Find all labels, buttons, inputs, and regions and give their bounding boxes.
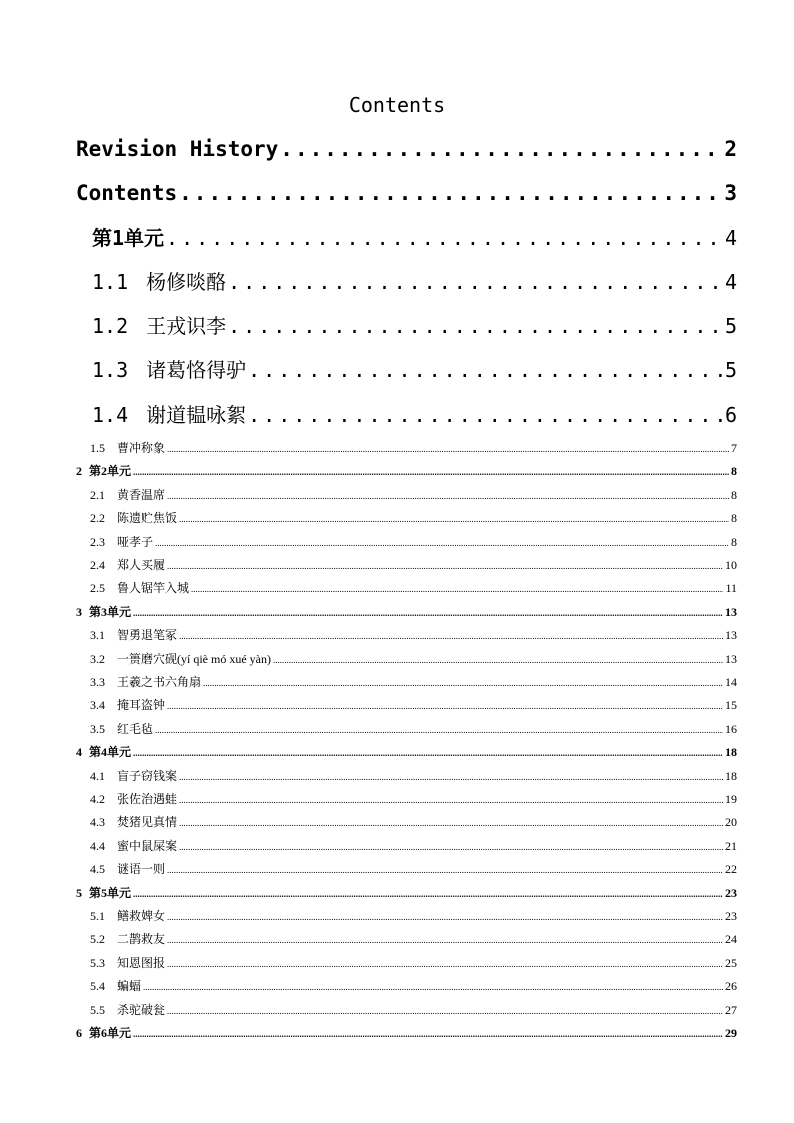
toc-entry-number: 5.3 — [90, 956, 105, 970]
toc-entry-unit[interactable] — [76, 463, 737, 479]
toc-entry-number: 4.4 — [90, 839, 105, 853]
toc-entry-page: 19 — [725, 792, 737, 806]
toc-entry-page: 18 — [725, 769, 737, 783]
toc-leader-dots — [179, 511, 729, 527]
toc-entry-page: 5 — [724, 314, 737, 338]
toc-entry-section[interactable] — [90, 768, 737, 784]
toc-entry-label: 黄香温席 — [117, 488, 166, 502]
toc-entry-label: 谜语一则 — [117, 862, 166, 876]
toc-entry-number: 3.1 — [90, 628, 105, 642]
toc-entry-page: 23 — [725, 886, 737, 900]
toc-leader-dots — [133, 745, 723, 761]
toc-entry-section[interactable] — [90, 978, 737, 994]
toc-entry-section[interactable] — [90, 674, 737, 690]
toc-entry-number: 3.4 — [90, 698, 105, 712]
toc-entry-section[interactable] — [90, 721, 737, 737]
toc-entry-number: 2.3 — [90, 535, 105, 549]
toc-entry-page: 8 — [731, 511, 737, 525]
toc-entry-page: 4 — [724, 270, 737, 294]
toc-leader-dots — [133, 464, 729, 480]
toc-leader-dots — [167, 441, 729, 457]
toc-entry-label: 第3单元 — [89, 605, 132, 619]
toc-entry-number: 1.4 — [92, 403, 129, 427]
toc-entry-page: 25 — [725, 956, 737, 970]
toc-entry-page: 2 — [724, 137, 737, 161]
toc-entry-section[interactable] — [90, 580, 737, 596]
toc-entry-label: 曹冲称象 — [117, 441, 166, 455]
toc-entry-section[interactable] — [90, 791, 737, 807]
toc-leader-dots — [155, 722, 723, 738]
toc-entry-number: 3.3 — [90, 675, 105, 689]
toc-entry-section[interactable] — [90, 557, 737, 573]
toc-entry-number: 6 — [76, 1026, 82, 1040]
toc-entry-section[interactable] — [90, 627, 737, 643]
toc-entry-number: 1.3 — [92, 358, 129, 382]
toc-entry-label: 杀驼破瓮 — [117, 1003, 166, 1017]
toc-entry-1-1[interactable] — [92, 267, 737, 297]
toc-entry-unit[interactable] — [76, 885, 737, 901]
toc-entry-label: Contents — [76, 181, 178, 205]
toc-leader-dots — [133, 886, 723, 902]
toc-entry-label: 杨修啖酪 — [146, 270, 227, 294]
toc-entry-label: 第2单元 — [89, 464, 132, 478]
toc-entry-number: 4.3 — [90, 815, 105, 829]
toc-entry-label: 盲子窃钱案 — [117, 769, 178, 783]
toc-entry-page: 21 — [725, 839, 737, 853]
toc-entry-label: 张佐治遇蛙 — [117, 792, 178, 806]
toc-leader-dots — [248, 355, 723, 385]
toc-entry-page: 14 — [725, 675, 737, 689]
toc-entry-number: 2.5 — [90, 581, 105, 595]
toc-entry-revision-history[interactable] — [76, 134, 737, 164]
toc-entry-number: 4.5 — [90, 862, 105, 876]
toc-entry-section[interactable] — [90, 861, 737, 877]
toc-entry-label: 智勇退笔冢 — [117, 628, 178, 642]
toc-entry-label: 鲁人锯竿入城 — [117, 581, 190, 595]
toc-entry-page: 8 — [731, 535, 737, 549]
toc-leader-dots — [133, 1026, 723, 1042]
toc-leader-dots — [143, 979, 723, 995]
toc-entry-section[interactable] — [90, 487, 737, 503]
toc-entry-section[interactable] — [90, 838, 737, 854]
toc-entry-page: 27 — [725, 1003, 737, 1017]
toc-entry-page: 20 — [725, 815, 737, 829]
toc-entry-section[interactable] — [90, 651, 737, 667]
toc-entry-label: 掩耳盗钟 — [117, 698, 166, 712]
toc-leader-dots — [133, 605, 723, 621]
toc-entry-label: 陈遗贮焦饭 — [117, 511, 178, 525]
toc-entry-page: 23 — [725, 909, 737, 923]
toc-entry-page: 24 — [725, 932, 737, 946]
toc-entry-number: 5.4 — [90, 979, 105, 993]
toc-entry-number: 4.1 — [90, 769, 105, 783]
toc-entry-label: 蝙蝠 — [117, 979, 142, 993]
toc-leader-dots — [179, 839, 723, 855]
toc-entry-number: 2.4 — [90, 558, 105, 572]
toc-entry-label: 蜜中鼠屎案 — [117, 839, 178, 853]
toc-entry-page: 3 — [724, 181, 737, 205]
toc-entry-page: 8 — [731, 464, 737, 478]
toc-leader-dots — [167, 698, 723, 714]
toc-entry-label: 知恩图报 — [117, 956, 166, 970]
toc-entry-number: 3 — [76, 605, 82, 619]
toc-leader-dots — [280, 134, 722, 164]
toc-entry-number: 2.2 — [90, 511, 105, 525]
toc-entry-page: 8 — [731, 488, 737, 502]
toc-entry-page: 4 — [724, 226, 737, 250]
toc-entry-label: 二鹊救友 — [117, 932, 166, 946]
toc-entry-section[interactable] — [90, 931, 737, 947]
toc-entry-number: 1.5 — [90, 441, 105, 455]
toc-entry-label: 王羲之书六角扇 — [117, 675, 202, 689]
toc-entry-section[interactable] — [90, 908, 737, 924]
toc-entry-number: 3.2 — [90, 652, 105, 666]
toc-leader-dots — [191, 581, 723, 597]
toc-entry-section[interactable] — [90, 534, 737, 550]
toc-leader-dots — [228, 311, 723, 341]
toc-entry-unit[interactable] — [76, 744, 737, 760]
toc-leader-dots — [179, 628, 723, 644]
toc-leader-dots — [167, 488, 729, 504]
toc-entry-contents[interactable] — [76, 178, 737, 208]
toc-leader-dots — [179, 178, 722, 208]
toc-entry-page: 7 — [731, 441, 737, 455]
toc-entry-number: 1.1 — [92, 270, 129, 294]
toc-entry-section[interactable] — [90, 955, 737, 971]
toc-leader-dots — [167, 862, 723, 878]
toc-leader-dots — [166, 223, 723, 253]
toc-entry-label: 一篑磨穴砚(yí qiè mó xué yàn) — [117, 652, 271, 666]
toc-leader-dots — [203, 675, 723, 691]
toc-leader-dots — [273, 652, 723, 668]
toc-entry-label: 鳝救婢女 — [117, 909, 166, 923]
toc-leader-dots — [167, 1003, 723, 1019]
toc-entry-label: 第4单元 — [89, 745, 132, 759]
toc-entry-page: 13 — [725, 652, 737, 666]
toc-entry-page: 22 — [725, 862, 737, 876]
toc-entry-section[interactable] — [90, 814, 737, 830]
toc-leader-dots — [248, 400, 723, 430]
toc-leader-dots — [167, 932, 723, 948]
toc-entry-number: 4.2 — [90, 792, 105, 806]
toc-leader-dots — [167, 956, 723, 972]
toc-entry-number: 4 — [76, 745, 82, 759]
toc-entry-number: 2.1 — [90, 488, 105, 502]
toc-entry-label: 第1单元 — [92, 226, 165, 250]
toc-entry-label: 郑人买履 — [117, 558, 166, 572]
toc-entry-number: 3.5 — [90, 722, 105, 736]
toc-entry-number: 1.2 — [92, 314, 129, 338]
toc-entry-label: 哑孝子 — [117, 535, 154, 549]
toc-entry-section[interactable] — [90, 1002, 737, 1018]
toc-entry-page: 18 — [725, 745, 737, 759]
toc-entry-page: 5 — [724, 358, 737, 382]
toc-entry-label: 第5单元 — [89, 886, 132, 900]
toc-entry-page: 16 — [725, 722, 737, 736]
toc-entry-unit[interactable] — [76, 1025, 737, 1041]
toc-entry-1-3[interactable] — [92, 355, 737, 385]
toc-entry-number: 5.2 — [90, 932, 105, 946]
toc-entry-label: 王戎识李 — [146, 314, 227, 338]
toc-entry-label: 诸葛恪得驴 — [146, 358, 247, 382]
toc-entry-page: 10 — [725, 558, 737, 572]
toc-entry-unit-1[interactable] — [92, 223, 737, 253]
toc-leader-dots — [179, 792, 723, 808]
toc-leader-dots — [167, 558, 723, 574]
toc-entry-unit[interactable] — [76, 604, 737, 620]
toc-entry-number: 2 — [76, 464, 82, 478]
toc-entry-page: 13 — [725, 605, 737, 619]
toc-leader-dots — [228, 267, 723, 297]
toc-entry-label: 红毛毡 — [117, 722, 154, 736]
toc-entry-section[interactable] — [90, 510, 737, 526]
toc-entry-number: 5.5 — [90, 1003, 105, 1017]
toc-entry-page: 6 — [724, 403, 737, 427]
toc-entry-section[interactable] — [90, 697, 737, 713]
toc-entry-label: 谢道韫咏絮 — [146, 403, 247, 427]
toc-entry-number: 5 — [76, 886, 82, 900]
toc-leader-dots — [179, 769, 723, 785]
toc-entry-number: 5.1 — [90, 909, 105, 923]
toc-entry-page: 15 — [725, 698, 737, 712]
toc-entry-label: Revision History — [76, 137, 279, 161]
toc-entry-page: 13 — [725, 628, 737, 642]
toc-entry-page: 11 — [725, 581, 737, 595]
toc-entry-label: 第6单元 — [89, 1026, 132, 1040]
toc-entry-section[interactable] — [90, 440, 737, 456]
toc-title: Contents — [348, 93, 446, 117]
toc-entry-page: 29 — [725, 1026, 737, 1040]
toc-entry-1-4[interactable] — [92, 400, 737, 430]
toc-entry-label: 焚猪见真情 — [117, 815, 178, 829]
toc-entry-1-2[interactable] — [92, 311, 737, 341]
toc-leader-dots — [155, 535, 729, 551]
toc-entry-page: 26 — [725, 979, 737, 993]
toc-leader-dots — [179, 815, 723, 831]
toc-leader-dots — [167, 909, 723, 925]
